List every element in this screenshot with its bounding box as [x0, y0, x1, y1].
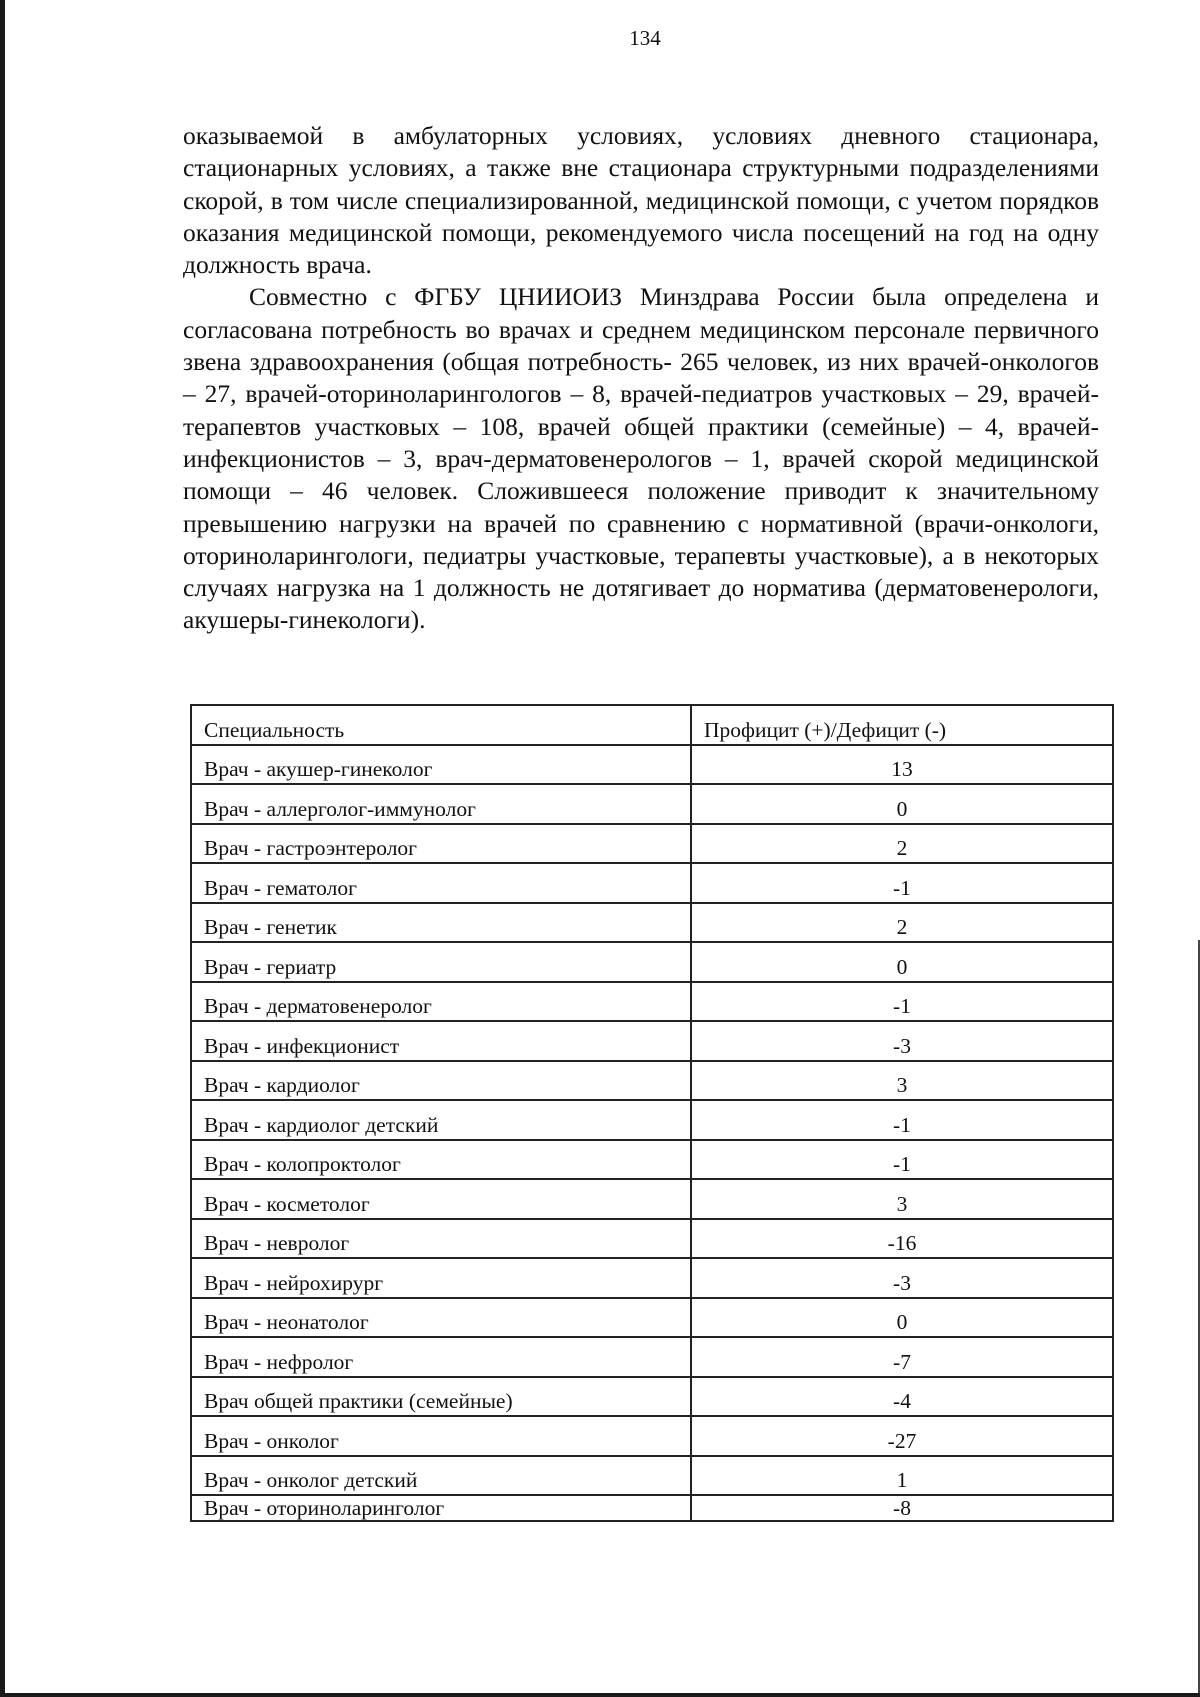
table-row [191, 1179, 1113, 1219]
specialty-table [190, 704, 1114, 1522]
table-row [191, 1495, 1113, 1521]
table-row [191, 942, 1113, 982]
page-number: 134 [629, 26, 661, 50]
body-text [183, 120, 1099, 637]
table-row [191, 1100, 1113, 1140]
surplus-deficit-cell: -3 [691, 1021, 1113, 1061]
specialty-cell: Врач - нейрохирург [191, 1258, 691, 1298]
surplus-deficit-cell: -1 [691, 1140, 1113, 1180]
specialty-cell: Врач - акушер-гинеколог [191, 745, 691, 785]
table-row [191, 982, 1113, 1022]
surplus-deficit-cell: 2 [691, 824, 1113, 864]
surplus-deficit-cell: 13 [691, 745, 1113, 785]
table-row [191, 1061, 1113, 1101]
table-row [191, 1298, 1113, 1338]
surplus-deficit-cell: -4 [691, 1377, 1113, 1417]
table-row [191, 1377, 1113, 1417]
header-surplus-deficit: Профицит (+)/Дефицит (-) [691, 705, 1113, 745]
surplus-deficit-cell: -3 [691, 1258, 1113, 1298]
specialty-cell: Врач - генетик [191, 903, 691, 943]
specialty-cell: Врач - косметолог [191, 1179, 691, 1219]
surplus-deficit-cell: 0 [691, 784, 1113, 824]
table-row [191, 1021, 1113, 1061]
surplus-deficit-cell: -7 [691, 1337, 1113, 1377]
specialty-cell: Врач - онколог [191, 1416, 691, 1456]
table-row [191, 903, 1113, 943]
surplus-deficit-cell: -16 [691, 1219, 1113, 1259]
surplus-deficit-cell: 0 [691, 942, 1113, 982]
surplus-deficit-cell: -8 [691, 1495, 1113, 1521]
specialty-cell: Врач - аллерголог-иммунолог [191, 784, 691, 824]
table-row [191, 1140, 1113, 1180]
scan-edge-left [0, 0, 5, 1697]
header-specialty: Специальность [191, 705, 691, 745]
table-row [191, 784, 1113, 824]
specialty-cell: Врач - гематолог [191, 863, 691, 903]
table-row [191, 1219, 1113, 1259]
table-row [191, 1416, 1113, 1456]
specialty-cell: Врач - колопроктолог [191, 1140, 691, 1180]
surplus-deficit-cell: 0 [691, 1298, 1113, 1338]
specialty-cell: Врач - гастроэнтеролог [191, 824, 691, 864]
paragraph-2: Совместно с ФГБУ ЦНИИОИЗ Минздрава России была определена и согласована потребность во врачах и среднем медицинском персонале первичного звена здравоохранения (общая потребность- 265 человек, из них врачей-онкологов – 27, врачей-оториноларингологов – 8, врачей-педиатров участковых – 29, врачей-терапевтов участковых – 108, врачей общей практики (семейные) – 4, врачей-инфекционистов – 3, врач-дерматовенерологов – 1, врачей скорой медицинской помощи – 46 человек. Сложившееся положение приводит к значительному превышению нагрузки на врачей по сравнению с нормативной (врачи-онкологи, оториноларингологи, педиатры участковые, терапевты участковые), а в некоторых случаях нагрузка на 1 должность не дотягивает до норматива (дерматовенерологи, акушеры-гинекологи). [183, 282, 1099, 635]
surplus-deficit-cell: -1 [691, 863, 1113, 903]
specialty-cell: Врач - дерматовенеролог [191, 982, 691, 1022]
surplus-deficit-cell: 3 [691, 1179, 1113, 1219]
surplus-deficit-cell: -27 [691, 1416, 1113, 1456]
table-row [191, 824, 1113, 864]
specialty-cell: Врач - кардиолог детский [191, 1100, 691, 1140]
table-row [191, 745, 1113, 785]
specialty-cell: Врач - оториноларинголог [191, 1495, 691, 1521]
specialty-cell: Врач - невролог [191, 1219, 691, 1259]
surplus-deficit-cell: 3 [691, 1061, 1113, 1101]
table-row [191, 863, 1113, 903]
specialty-cell: Врач - инфекционист [191, 1021, 691, 1061]
surplus-deficit-cell: -1 [691, 1100, 1113, 1140]
surplus-deficit-cell: 1 [691, 1456, 1113, 1496]
specialty-cell: Врач - неонатолог [191, 1298, 691, 1338]
specialty-cell: Врач - кардиолог [191, 1061, 691, 1101]
paragraph-1: оказываемой в амбулаторных условиях, условиях дневного стационара, стационарных условиях, а также вне стационара структурными подразделениями скорой, в том числе специализированной, медицинской помощи, с учетом порядков оказания медицинской помощи, рекомендуемого числа посещений на год на одну должность врача. [183, 121, 1099, 280]
table-row [191, 1337, 1113, 1377]
scan-edge-bottom [0, 1693, 1200, 1697]
surplus-deficit-cell: 2 [691, 903, 1113, 943]
table-row [191, 1456, 1113, 1496]
specialty-cell: Врач - онколог детский [191, 1456, 691, 1496]
table-row [191, 1258, 1113, 1298]
specialty-cell: Врач - гериатр [191, 942, 691, 982]
surplus-deficit-cell: -1 [691, 982, 1113, 1022]
table-header-row [191, 705, 1113, 745]
specialty-cell: Врач общей практики (семейные) [191, 1377, 691, 1417]
specialty-cell: Врач - нефролог [191, 1337, 691, 1377]
